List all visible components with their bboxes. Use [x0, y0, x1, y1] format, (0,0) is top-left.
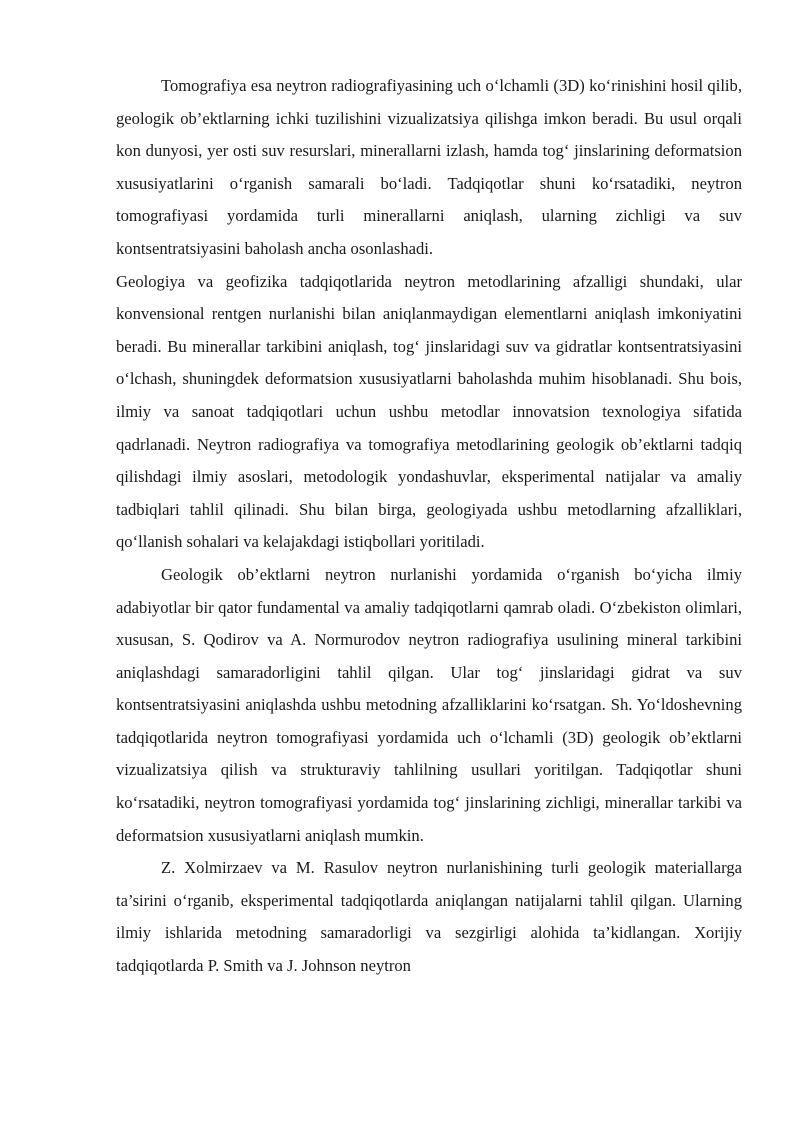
paragraph-3: Geologik ob’ektlarni neytron nurlanishi yordamida o‘rganish bo‘yicha ilmiy adabiyotlar bir qator fundamental va amaliy tadqiqotlarni qamrab oladi. O‘zbekiston olimlari, xususan, S. Qodirov va A. Normurodov neytron radiografiya usulining mineral tarkibini aniqlashdagi samaradorligini tahlil qilgan. Ular tog‘ jinslaridagi gidrat va suv kontsentratsiyasini aniqlashda ushbu metodning afzalliklarini ko‘rsatgan. Sh. Yo‘ldoshevning tadqiqotlarida neytron tomografiyasi yordamida uch o‘lchamli (3D) geologik ob’ektlarni vizualizatsiya qilish va strukturaviy tahlilning usullari yoritilgan. Tadqiqotlar shuni ko‘rsatadiki, neytron tomografiyasi yordamida tog‘ jinslarining zichligi, minerallar tarkibi va deformatsion xususiyatlarni aniqlash mumkin. — [116, 564, 742, 845]
paragraph-1: Tomografiya esa neytron radiografiyasining uch o‘lchamli (3D) ko‘rinishini hosil qilib, geologik ob’ektlarning ichki tuzilishini vizualizatsiya qilishga imkon beradi. Bu usul orqali kon dunyosi, yer osti suv resurslari, minerallarni izlash, hamda tog‘ jinslarining deformatsion xususiyatlarini o‘rganish samarali bo‘ladi. Tadqiqotlar shuni ko‘rsatadiki, neytron tomografiyasi yordamida turli minerallarni aniqlash, ularning zichligi va suv kontsentratsiyasini baholash ancha osonlashadi. — [116, 76, 742, 258]
paragraph-4: Z. Xolmirzaev va M. Rasulov neytron nurlanishining turli geologik materiallarga ta’sirini o‘rganib, eksperimental tadqiqotlarda aniqlangan natijalarni tahlil qilgan. Ularning ilmiy ishlarida metodning samaradorligi va sezgirligi alohida ta’kidlangan. Xorijiy tadqiqotlarda P. Smith va J. Johnson neytron — [116, 858, 742, 976]
document-page — [116, 70, 742, 983]
paragraph-2: Geologiya va geofizika tadqiqotlarida neytron metodlarining afzalligi shundaki, ular konvensional rentgen nurlanishi bilan aniqlanmaydigan elementlarni aniqlash imkoniyatini beradi. Bu minerallar tarkibini aniqlash, tog‘ jinslaridagi suv va gidratlar kontsentratsiyasini o‘lchash, shuningdek deformatsion xususiyatlarni baholashda muhim hisoblanadi. Shu bois, ilmiy va sanoat tadqiqotlari uchun ushbu metodlar innovatsion texnologiya sifatida qadrlanadi. Neytron radiografiya va tomografiya metodlarining geologik ob’ektlarni tadqiq qilishdagi ilmiy asoslari, metodologik yondashuvlar, eksperimental natijalar va amaliy tadbiqlari tahlil qilinadi. Shu bilan birga, geologiyada ushbu metodlarning afzalliklari, qo‘llanish sohalari va kelajakdagi istiqbollari yoritiladi. — [116, 271, 742, 552]
